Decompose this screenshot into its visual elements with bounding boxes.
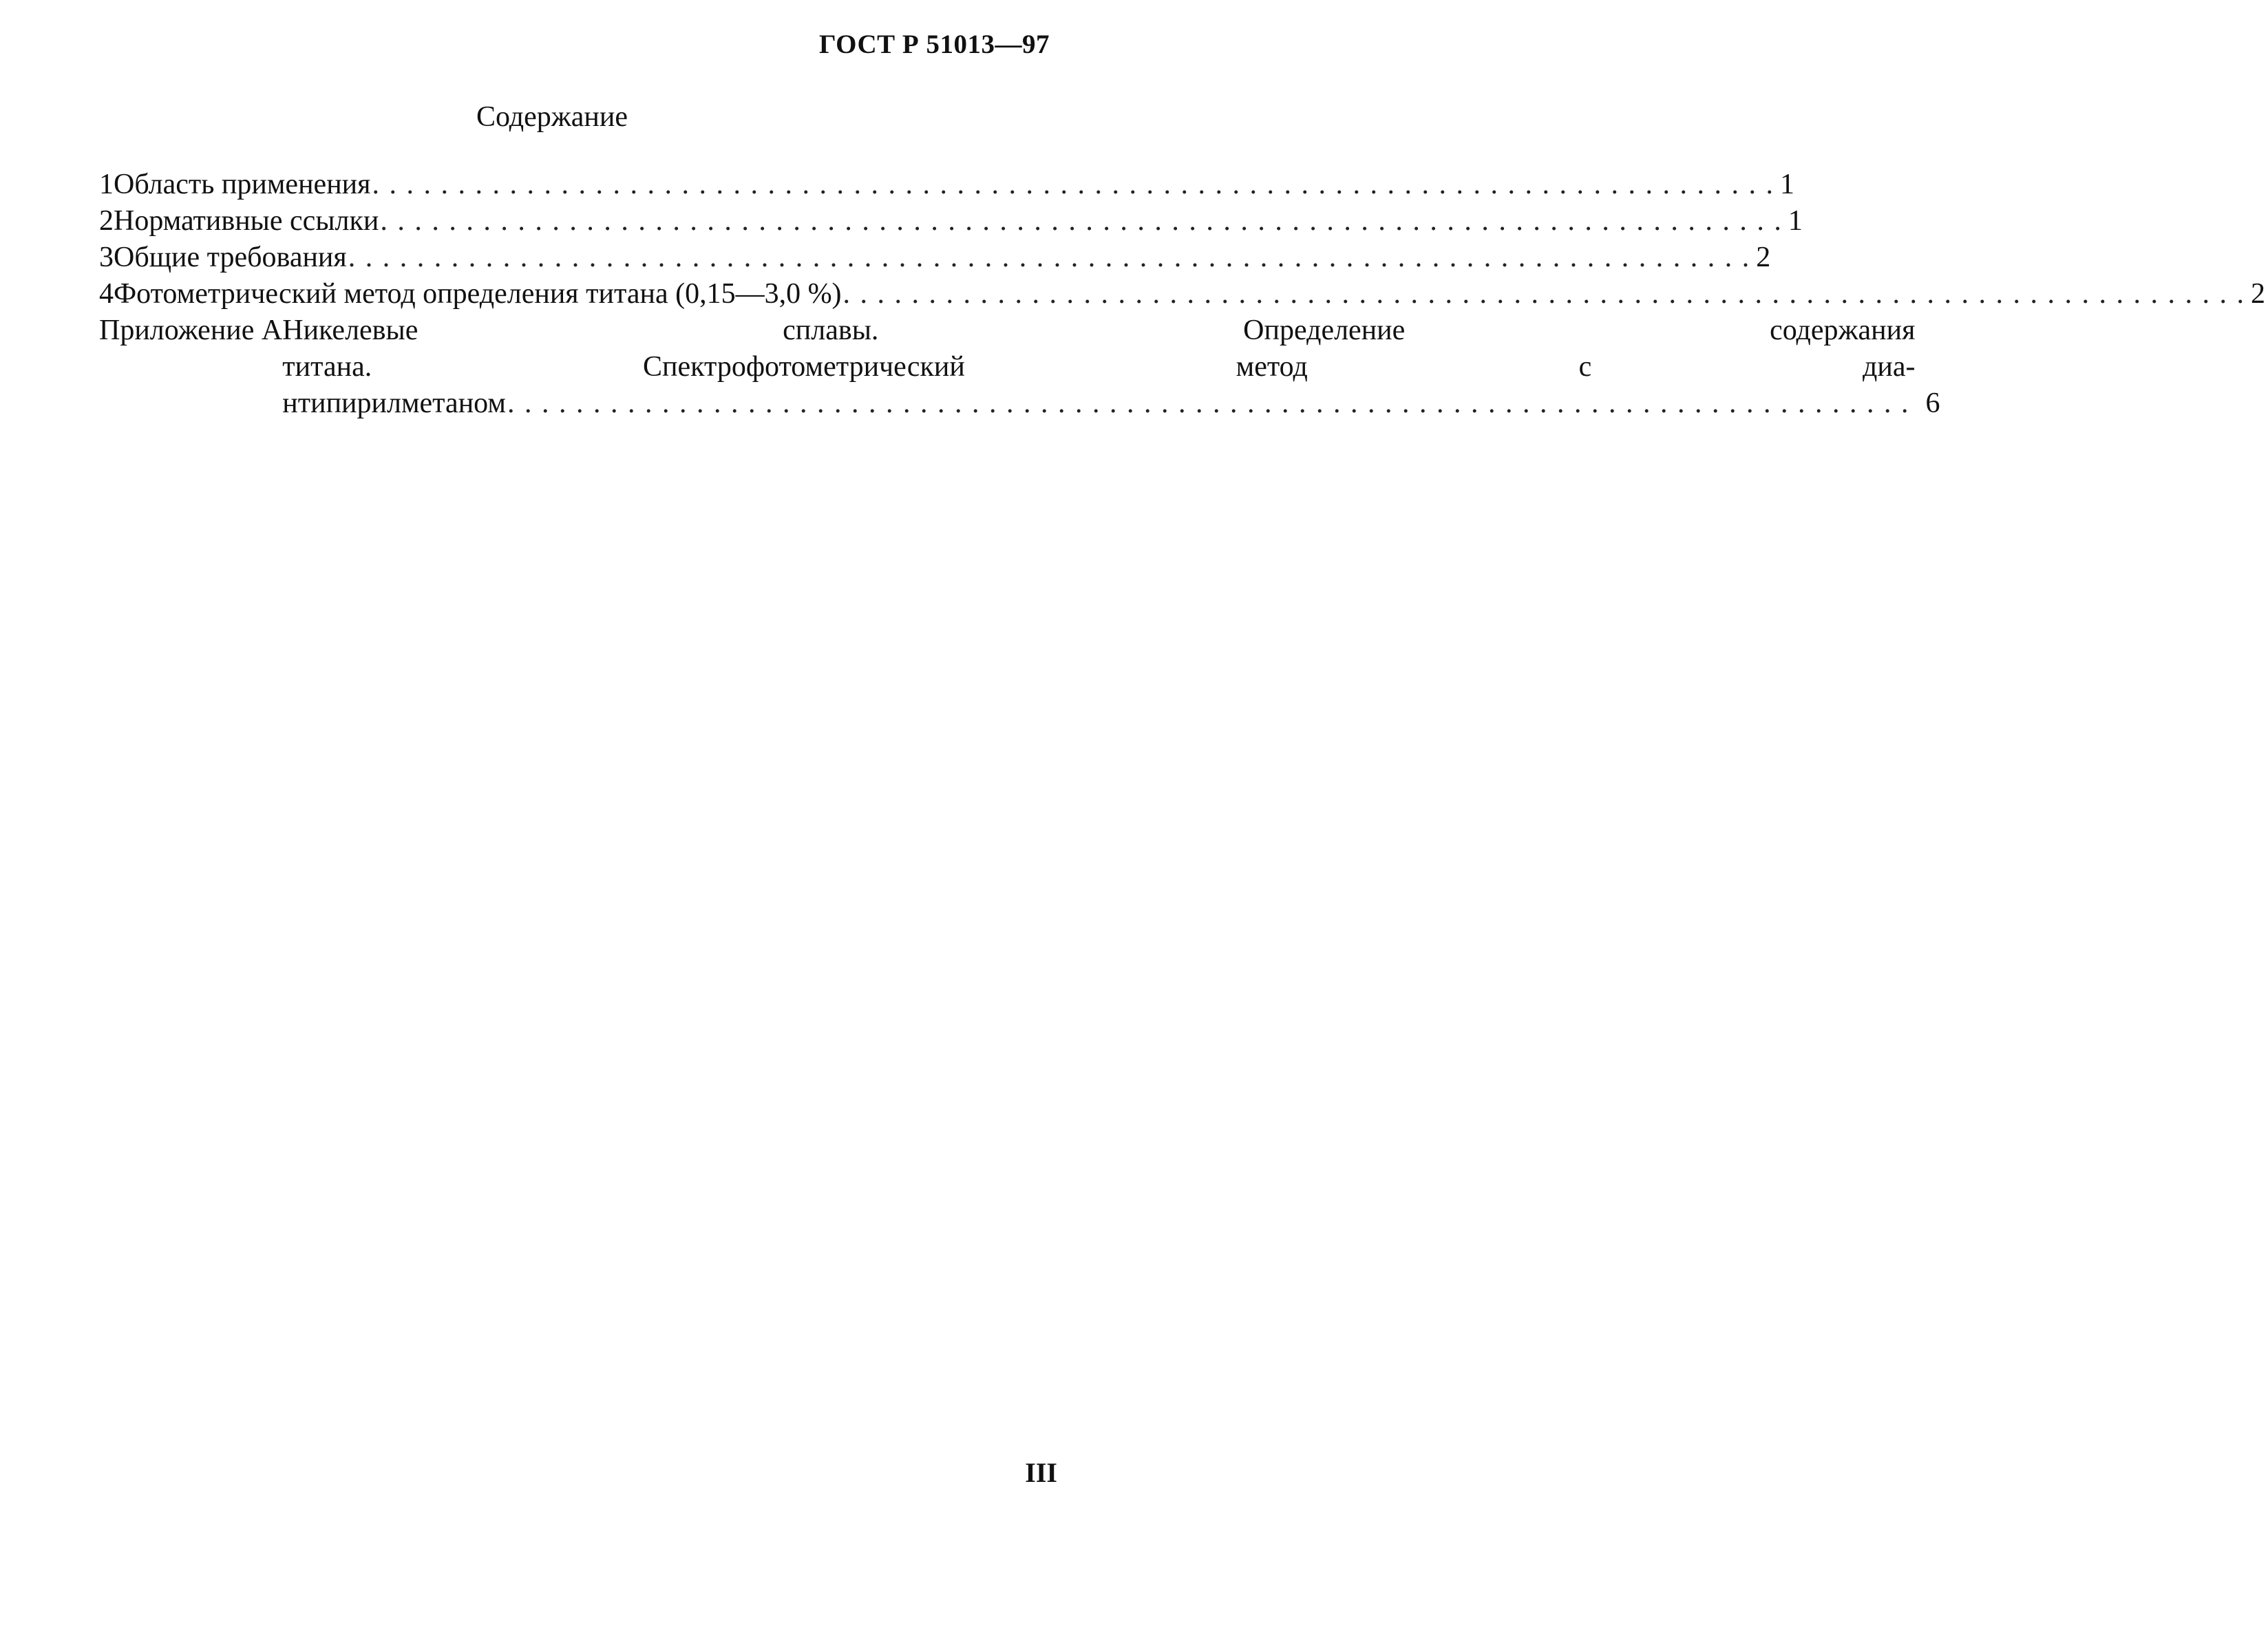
toc-entry-2 xyxy=(99,203,1803,240)
table-of-contents xyxy=(99,167,2266,422)
toc-entry-1 xyxy=(99,167,1794,203)
toc-entry-number: 1 xyxy=(99,169,114,200)
dot-leader xyxy=(843,276,2245,312)
toc-entry-page: 1 xyxy=(1779,169,1794,200)
toc-entry-4 xyxy=(99,276,2266,312)
dot-leader xyxy=(372,167,1773,203)
toc-entry-page: 2 xyxy=(1756,242,1771,273)
appendix-title-line-3: нтипирилметаном xyxy=(282,388,506,419)
toc-entry-title: Общие требования xyxy=(114,242,347,273)
toc-entry-title: Область применения xyxy=(114,169,371,200)
toc-entry-number: 3 xyxy=(99,242,114,273)
toc-entry-page: 1 xyxy=(1788,205,1803,237)
toc-entry-page: 6 xyxy=(1925,388,1940,419)
toc-title: Содержание xyxy=(476,101,628,133)
page-number: III xyxy=(1025,1457,1057,1488)
toc-appendix-a xyxy=(99,312,1940,422)
appendix-title-line xyxy=(282,312,1942,349)
toc-entry-title: Фотометрический метод определения титана (0,15—3,0 %) xyxy=(114,278,842,310)
toc-entry-title: Нормативные ссылки xyxy=(114,205,379,237)
appendix-label: Приложение А xyxy=(99,315,283,346)
document-code: ГОСТ Р 51013—97 xyxy=(818,30,1050,59)
appendix-title xyxy=(282,312,1942,422)
toc-entry-number: 2 xyxy=(99,205,114,237)
toc-entry-number: 4 xyxy=(99,278,114,310)
dot-leader xyxy=(507,385,1909,422)
dot-leader xyxy=(348,240,1750,276)
toc-entry-3 xyxy=(99,240,1771,276)
appendix-title-line xyxy=(282,385,1942,422)
toc-entry-page: 2 xyxy=(2251,278,2266,310)
appendix-title-line-2: титана. Спектрофотометрический метод с диа- xyxy=(282,351,1916,383)
dot-leader xyxy=(380,203,1781,240)
appendix-title-line xyxy=(282,349,1942,385)
appendix-title-line-1: Никелевые сплавы. Определение содержания xyxy=(282,315,1916,346)
